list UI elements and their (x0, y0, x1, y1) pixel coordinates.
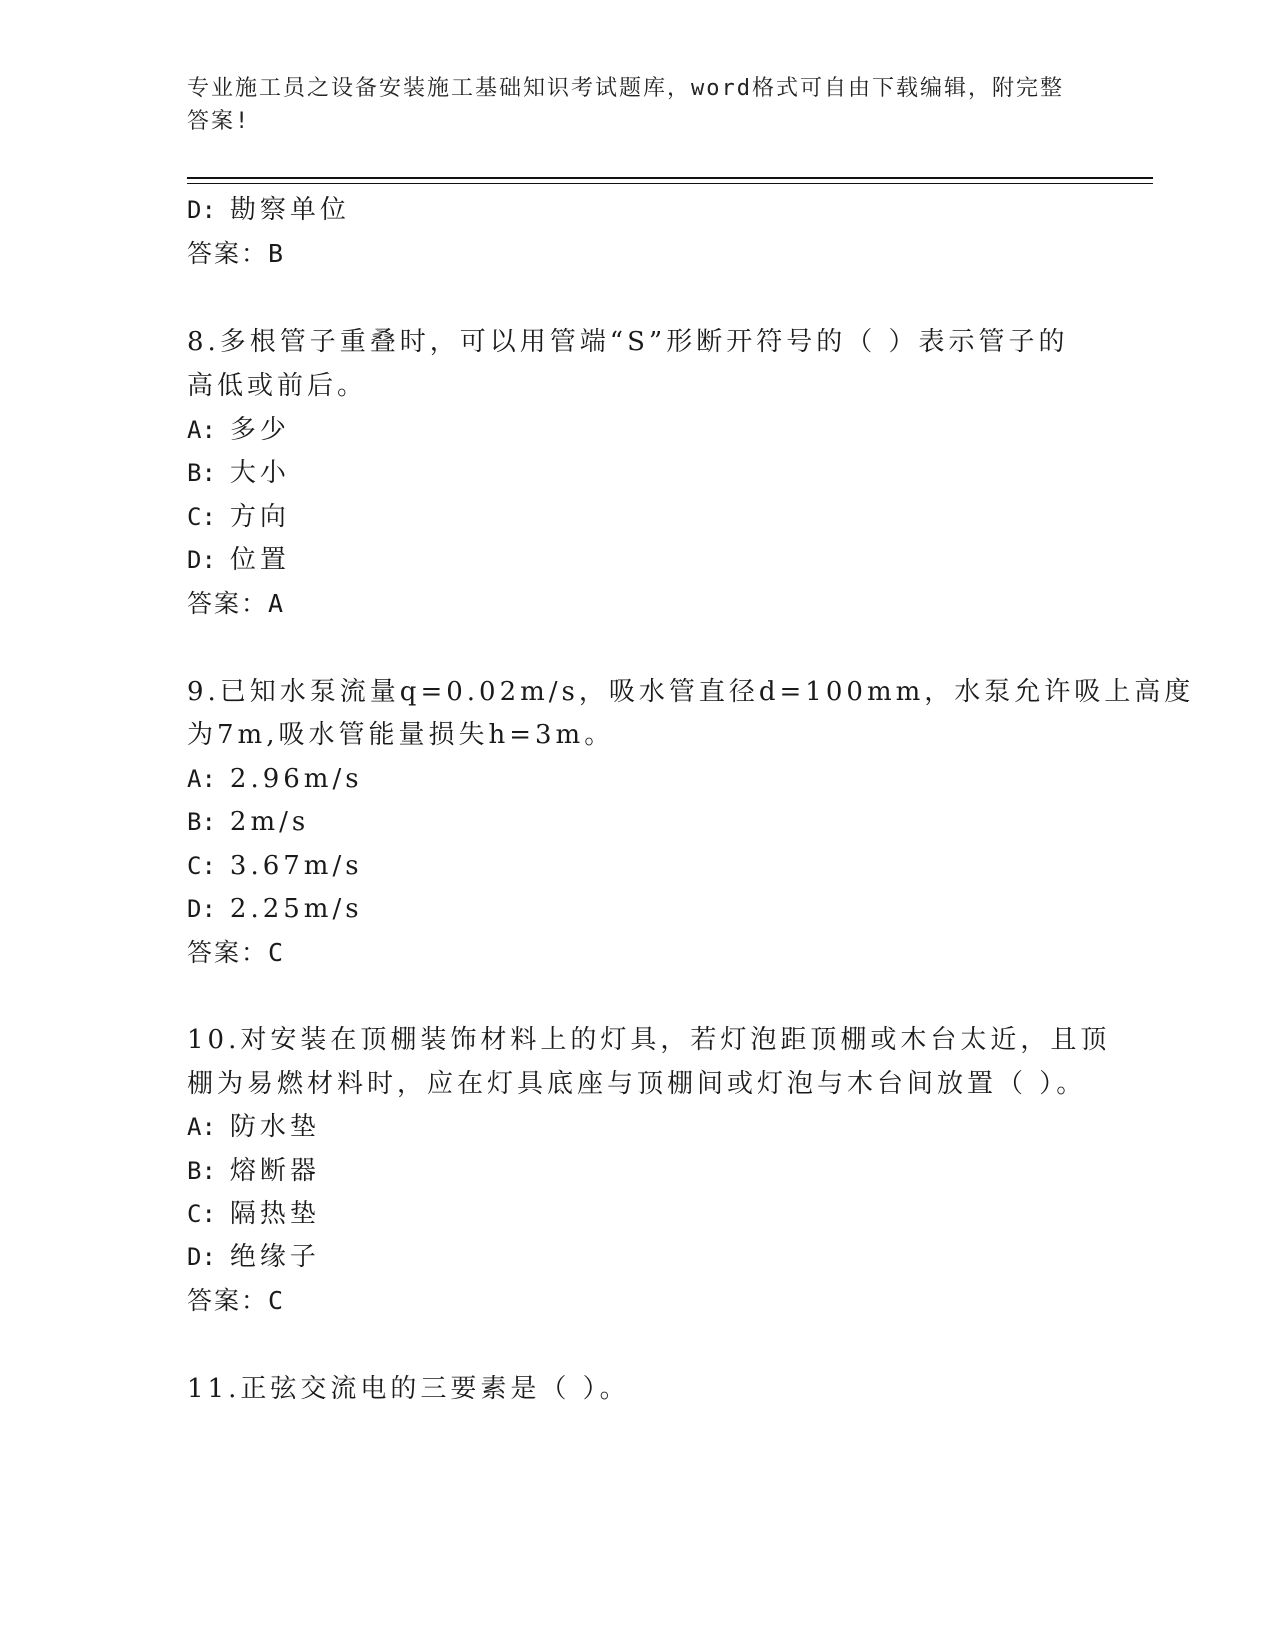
option-text: 多少 (229, 415, 290, 445)
question-8-answer (187, 587, 283, 621)
question-9-line-1: 9.已知水泵流量q=0.02m/s，吸水管直径d=100mm，水泵允许吸上高度 (187, 677, 1195, 707)
question-8-option-a (187, 413, 290, 447)
option-text: 2m/s (229, 807, 310, 837)
option-letter: C: (187, 503, 216, 531)
option-text: 勘察单位 (229, 195, 350, 225)
question-8-line-2: 高低或前后。 (187, 371, 368, 401)
option-letter: B: (187, 808, 216, 836)
answer-value: A (268, 589, 284, 618)
option-text: 方向 (229, 502, 290, 532)
option-letter: A: (187, 416, 216, 444)
question-8-option-c (187, 500, 290, 534)
answer-label: 答案： (187, 938, 269, 967)
option-text: 位置 (229, 545, 290, 575)
option-letter: D: (187, 1243, 216, 1271)
option-text: 2.25m/s (229, 894, 363, 924)
question-10-answer (187, 1284, 283, 1318)
question-9-option-c (187, 849, 363, 883)
option-letter: C: (187, 1200, 216, 1228)
option-letter: B: (187, 459, 216, 487)
answer-label: 答案： (187, 1286, 269, 1315)
option-letter: B: (187, 1157, 216, 1185)
option-letter: D: (187, 546, 216, 574)
option-text: 3.67m/s (229, 851, 363, 881)
option-letter: A: (187, 1113, 216, 1141)
option-letter: D: (187, 196, 216, 224)
option-d (187, 193, 350, 227)
header-text: 专业施工员之设备安装施工基础知识考试题库，word格式可自由下载编辑，附完整答案! (187, 76, 1064, 134)
header-rule-thick (187, 177, 1153, 179)
answer-value: C (268, 938, 284, 967)
option-text: 2.96m/s (229, 764, 363, 794)
answer-line (187, 237, 283, 271)
option-text: 熔断器 (229, 1156, 320, 1186)
option-letter: A: (187, 765, 216, 793)
question-10-option-b (187, 1154, 320, 1188)
question-9-option-a (187, 762, 363, 796)
question-10-line-2: 棚为易燃材料时，应在灯具底座与顶棚间或灯泡与木台间放置（ ）。 (187, 1069, 1087, 1099)
question-8-option-b (187, 456, 290, 490)
question-8-option-d (187, 543, 290, 577)
answer-value: B (268, 239, 284, 268)
question-10-line-1: 10.对安装在顶棚装饰材料上的灯具，若灯泡距顶棚或木台太近，且顶 (187, 1025, 1111, 1055)
question-9-option-d (187, 892, 363, 926)
answer-label: 答案： (187, 589, 269, 618)
question-10-option-c (187, 1197, 320, 1231)
question-11-line-1: 11.正弦交流电的三要素是（ ）。 (187, 1374, 630, 1404)
question-8-line-1: 8.多根管子重叠时，可以用管端“S”形断开符号的（ ）表示管子的 (187, 327, 1069, 357)
option-letter: D: (187, 895, 216, 923)
header-rule-thin (187, 183, 1153, 184)
question-10-option-d (187, 1240, 320, 1274)
option-letter: C: (187, 852, 216, 880)
answer-value: C (268, 1286, 284, 1315)
question-10-option-a (187, 1110, 320, 1144)
question-9-option-b (187, 805, 309, 839)
option-text: 大小 (229, 458, 290, 488)
document-header (187, 72, 1067, 138)
question-9-line-2: 为7m,吸水管能量损失h=3m。 (187, 720, 615, 750)
option-text: 绝缘子 (229, 1242, 320, 1272)
option-text: 防水垫 (229, 1112, 320, 1142)
answer-label: 答案： (187, 239, 269, 268)
question-9-answer (187, 936, 283, 970)
option-text: 隔热垫 (229, 1199, 320, 1229)
